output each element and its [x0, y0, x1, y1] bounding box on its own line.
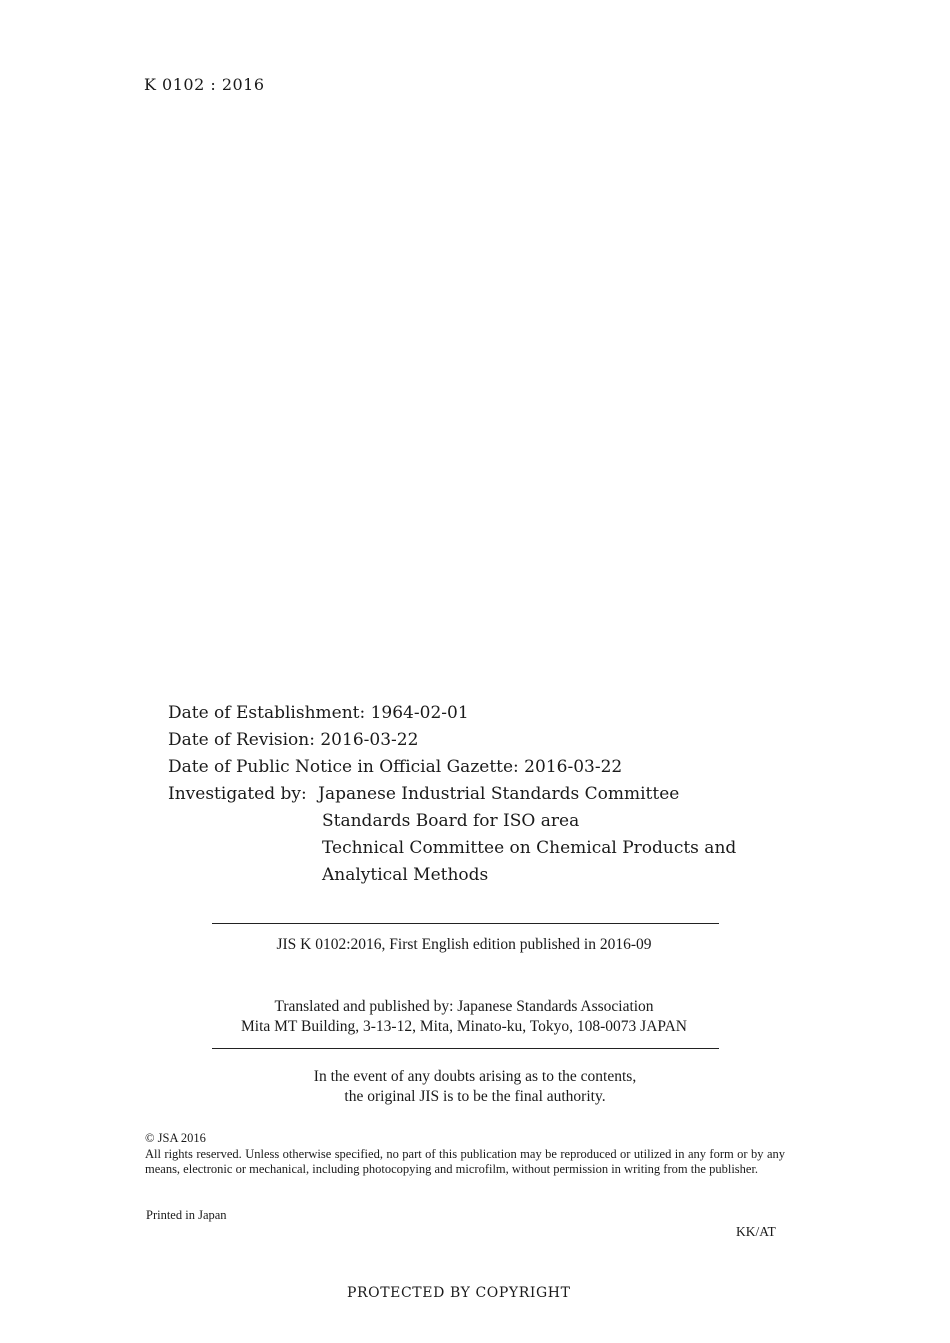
investigated-by-org-1: Japanese Industrial Standards Committee	[318, 784, 680, 804]
date-of-revision: Date of Revision: 2016-03-22	[168, 730, 419, 750]
document-code: KK/AT	[736, 1224, 776, 1239]
authority-line-2: the original JIS is to be the final authority.	[344, 1088, 606, 1105]
authority-notice	[0, 1067, 950, 1107]
publisher-block	[0, 997, 928, 1037]
divider-bottom	[212, 1048, 719, 1049]
standard-number: K 0102 : 2016	[144, 75, 265, 94]
copyright-block	[145, 1131, 785, 1178]
authority-line-1: In the event of any doubts arising as to the contents,	[313, 1068, 637, 1085]
publisher-address: Mita MT Building, 3-13-12, Mita, Minato-ku, Tokyo, 108-0073 JAPAN	[241, 1018, 687, 1035]
investigated-by-org-3: Technical Committee on Chemical Products and	[322, 838, 737, 858]
protected-notice: PROTECTED BY COPYRIGHT	[347, 1285, 571, 1301]
printed-in: Printed in Japan	[146, 1208, 227, 1222]
publisher-line: Translated and published by: Japanese Standards Association	[274, 998, 654, 1015]
edition-statement: JIS K 0102:2016, First English edition published in 2016-09	[276, 936, 652, 953]
divider-top	[212, 923, 719, 924]
rights-statement: All rights reserved. Unless otherwise specified, no part of this publication may be reproduced or utilized in any form or by any means, electronic or mechanical, including photocopying and microfilm, without permission in writing from the publisher.	[145, 1146, 785, 1176]
dates-block	[168, 700, 736, 889]
investigated-by-org-2: Standards Board for ISO area	[322, 811, 580, 831]
copyright-notice: © JSA 2016	[145, 1131, 206, 1145]
investigated-by-org-4: Analytical Methods	[322, 865, 489, 885]
date-of-public-notice: Date of Public Notice in Official Gazette: 2016-03-22	[168, 757, 623, 777]
investigated-by-label: Investigated by:	[168, 784, 307, 804]
date-of-establishment: Date of Establishment: 1964-02-01	[168, 703, 469, 723]
investigated-by-row	[168, 781, 736, 808]
